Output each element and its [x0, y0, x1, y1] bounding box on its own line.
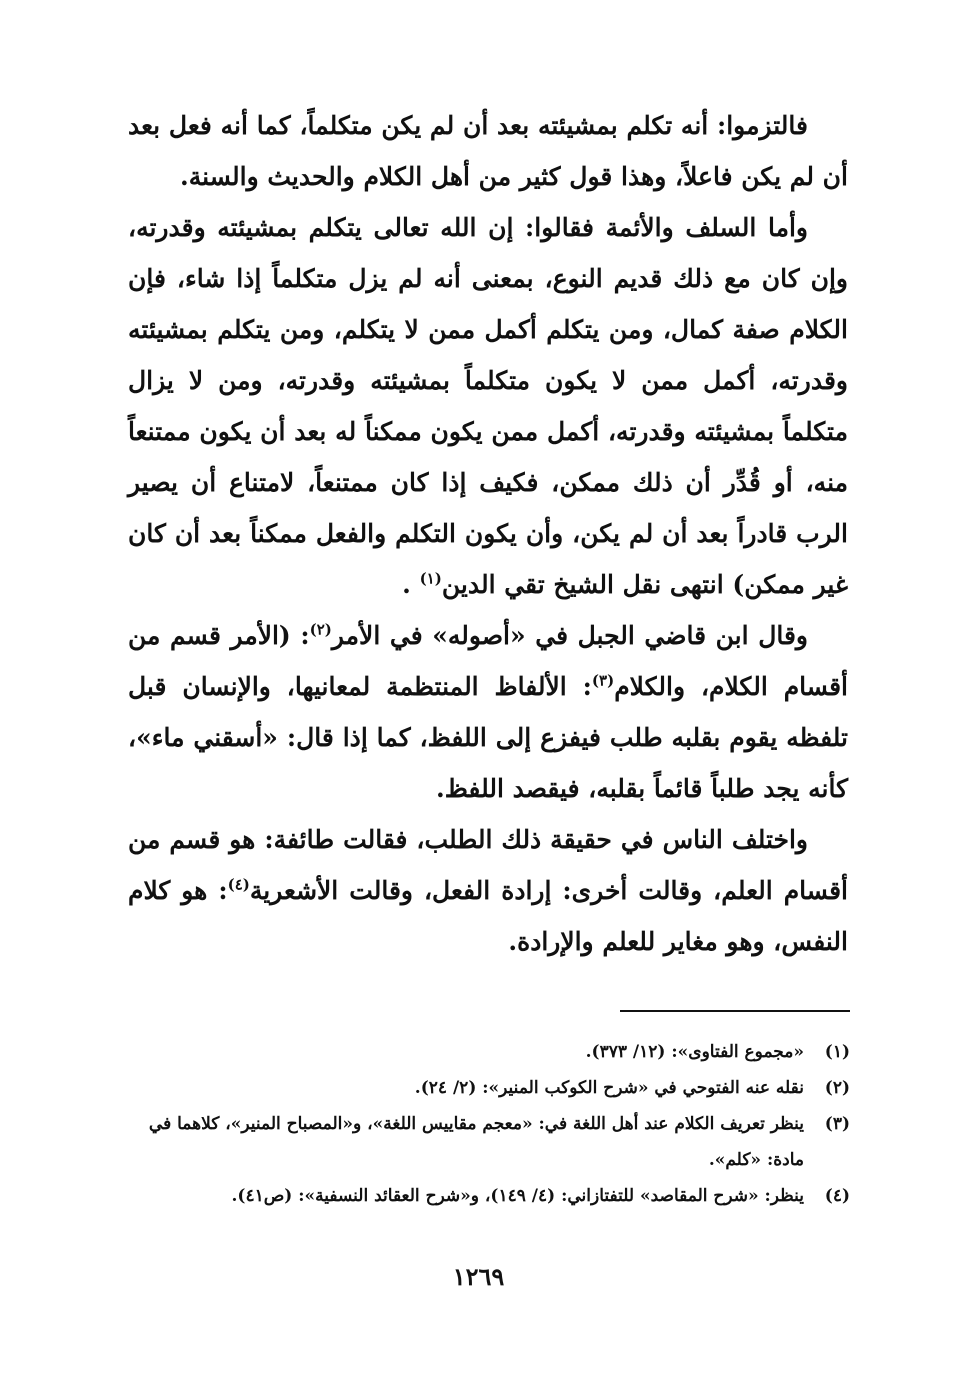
footnote-3	[140, 1106, 850, 1178]
footnote-number: (٣)	[824, 1114, 850, 1134]
footnote-4	[140, 1178, 850, 1214]
paragraph-4-text-a: واختلف الناس في حقيقة ذلك الطلب، فقالت طائفة: هو قسم من أقسام العلم، وقالت أخرى: إرادة الفعل، وقالت الأشعرية	[128, 825, 848, 905]
footnote-ref-4: (٤)	[227, 875, 250, 894]
footnote-1	[140, 1034, 850, 1070]
footnote-text: ينظر تعريف الكلام عند أهل اللغة في: «معجم مقاييس اللغة»، و«المصباح المنير»، كلاهما في مادة: «كلم».	[148, 1114, 804, 1170]
paragraph-3	[128, 610, 848, 814]
footnote-ref-3: (٣)	[591, 671, 615, 690]
footnote-text: «مجموع الفتاوى»: (١٢/ ٣٧٣).	[585, 1042, 804, 1062]
footnote-number: (٢)	[824, 1078, 850, 1098]
paragraph-3-text-c: : الألفاظ المنتظمة لمعانيها، والإنسان قبل تلفظه يقوم بقلبه طلب فيفزع إلى اللفظ، كما إذا قال: «أسقني ماء»، كأنه يجد طلباً قائماً بقلبه، فيقصد اللفظ.	[128, 672, 848, 803]
footnote-number: (٤)	[824, 1186, 850, 1206]
footnote-ref-1: (١)	[419, 569, 442, 588]
footnote-text: ينظر: «شرح المقاصد» للتفتازاني: (٤/ ١٤٩)، و«شرح العقائد النسفية»: (ص٤١).	[231, 1186, 804, 1206]
page-number: ١٢٦٩	[452, 1262, 505, 1291]
main-text	[128, 100, 848, 967]
paragraph-2	[128, 202, 848, 610]
paragraph-3-text-b: : (الأمر قسم من أقسام الكلام، والكلام	[128, 621, 848, 701]
footnote-ref-2: (٢)	[309, 620, 332, 639]
paragraph-2-text: وأما السلف والأئمة فقالوا: إن الله تعالى يتكلم بمشيئته وقدرته، وإن كان مع ذلك قديم النوع، بمعنى أنه لم يزل متكلماً إذا شاء، فإن الكلام صفة كمال، ومن يتكلم أكمل ممن لا يتكلم، ومن يتكلم بمشيئته وقدرته، أكمل ممن لا يكون متكلماً بمشيئته وقدرته، ومن لا يزال متكلماً بمشيئته وقدرته، أكمل ممن يكون ممكناً له بعد أن يكون ممتنعاً منه، أو قُدِّر أن ذلك ممكن، فكيف إذا كان ممتنعاً، لامتناع أن يصير الرب قادراً بعد أن لم يكن، وأن يكون التكلم والفعل ممكناً بعد أن كان غير ممكن) انتهى نقل الشيخ تقي الدين	[128, 213, 848, 599]
footnote-2	[140, 1070, 850, 1106]
paragraph-3-text-a: وقال ابن قاضي الجبل في «أصوله» في الأمر	[331, 621, 808, 650]
footnote-number: (١)	[824, 1042, 850, 1062]
paragraph-4	[128, 814, 848, 967]
footnotes	[140, 1034, 850, 1214]
footnote-text: نقله عنه الفتوحي في «شرح الكوكب المنير»: (٢/ ٢٤).	[414, 1078, 804, 1098]
paragraph-4-text-b: : هو كلام النفس، وهو مغاير للعلم والإرادة.	[128, 876, 848, 956]
paragraph-1: فالتزموا: أنه تكلم بمشيئته بعد أن لم يكن متكلماً، كما أنه فعل بعد أن لم يكن فاعلاً، وهذا قول كثير من أهل الكلام والحديث والسنة.	[128, 111, 848, 191]
paragraph-2-end: .	[402, 570, 411, 599]
footnote-separator	[620, 1010, 850, 1012]
